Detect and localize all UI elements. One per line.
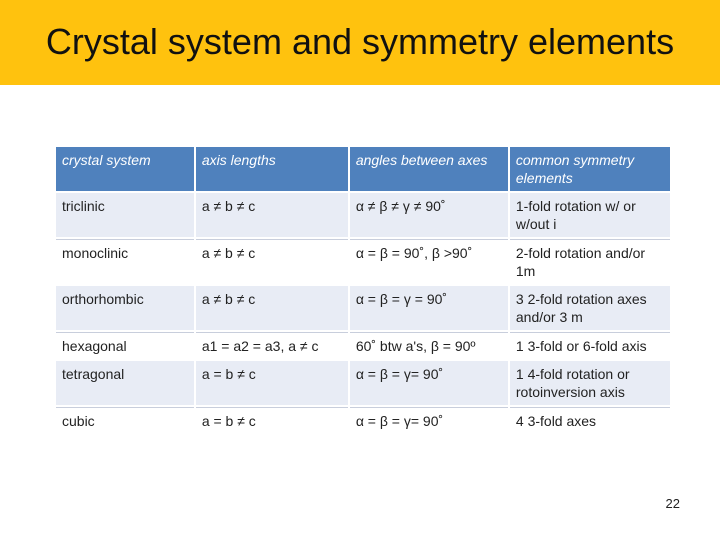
header-cell-crystal-system: crystal system xyxy=(56,147,194,191)
cell-crystal-system: orthorhombic xyxy=(56,286,194,330)
table-row xyxy=(56,407,670,434)
slide-title: Crystal system and symmetry elements xyxy=(45,21,675,62)
cell-angles: α = β = γ= 90˚ xyxy=(350,407,508,434)
cell-angles: α = β = γ = 90˚ xyxy=(350,286,508,330)
cell-symmetry-elements: 2-fold rotation and/or 1m xyxy=(510,239,670,284)
header-cell-angles: angles between axes xyxy=(350,147,508,191)
cell-crystal-system: monoclinic xyxy=(56,239,194,284)
cell-axis-lengths: a1 = a2 = a3, a ≠ c xyxy=(196,332,348,359)
cell-axis-lengths: a = b ≠ c xyxy=(196,361,348,405)
cell-axis-lengths: a ≠ b ≠ c xyxy=(196,239,348,284)
header-cell-symmetry-elements: common symmetry elements xyxy=(510,147,670,191)
table-row xyxy=(56,286,670,330)
cell-symmetry-elements: 4 3-fold axes xyxy=(510,407,670,434)
cell-symmetry-elements: 1-fold rotation w/ or w/out i xyxy=(510,193,670,237)
table-row xyxy=(56,193,670,237)
cell-symmetry-elements: 3 2-fold rotation axes and/or 3 m xyxy=(510,286,670,330)
table-row xyxy=(56,239,670,284)
cell-angles: α = β = γ= 90˚ xyxy=(350,361,508,405)
cell-crystal-system: cubic xyxy=(56,407,194,434)
cell-crystal-system: hexagonal xyxy=(56,332,194,359)
table-header-row xyxy=(56,147,670,191)
table-row xyxy=(56,361,670,405)
table-row xyxy=(56,332,670,359)
header-cell-axis-lengths: axis lengths xyxy=(196,147,348,191)
cell-axis-lengths: a = b ≠ c xyxy=(196,407,348,434)
page-number: 22 xyxy=(665,496,680,511)
cell-axis-lengths: a ≠ b ≠ c xyxy=(196,193,348,237)
cell-crystal-system: tetragonal xyxy=(56,361,194,405)
cell-angles: α = β = 90˚, β >90˚ xyxy=(350,239,508,284)
cell-symmetry-elements: 1 4-fold rotation or rotoinversion axis xyxy=(510,361,670,405)
cell-crystal-system: triclinic xyxy=(56,193,194,237)
crystal-system-table xyxy=(54,145,672,436)
cell-angles: 60˚ btw a's, β = 90º xyxy=(350,332,508,359)
cell-angles: α ≠ β ≠ γ ≠ 90˚ xyxy=(350,193,508,237)
cell-axis-lengths: a ≠ b ≠ c xyxy=(196,286,348,330)
cell-symmetry-elements: 1 3-fold or 6-fold axis xyxy=(510,332,670,359)
